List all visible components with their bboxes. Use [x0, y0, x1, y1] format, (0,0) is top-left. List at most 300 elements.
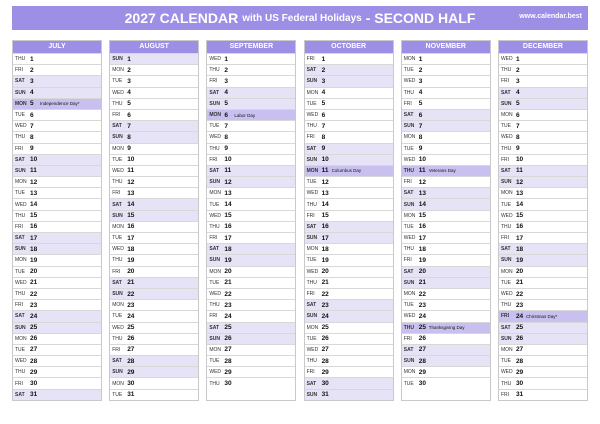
month-header: OCTOBER — [305, 41, 393, 53]
day-number: 22 — [30, 290, 38, 298]
weekday-label: SAT — [500, 246, 511, 253]
day-row — [13, 366, 101, 377]
weekday-label: MON — [209, 112, 222, 119]
day-row — [402, 221, 490, 232]
day-row — [402, 64, 490, 75]
weekday-label: SAT — [112, 279, 122, 286]
day-row — [305, 299, 393, 310]
day-row — [305, 53, 393, 64]
day-row — [207, 176, 295, 187]
day-row — [13, 277, 101, 288]
day-row — [402, 254, 490, 265]
weekday-label: WED — [306, 346, 319, 353]
day-number: 1 — [224, 55, 228, 63]
day-row — [110, 165, 198, 176]
weekday-label: SAT — [306, 67, 317, 74]
day-number: 10 — [30, 156, 38, 164]
weekday-label: MON — [306, 324, 319, 331]
day-number: 14 — [224, 201, 232, 209]
weekday-label: SAT — [209, 167, 220, 174]
weekday-label: MON — [500, 268, 513, 275]
day-number: 21 — [515, 279, 524, 287]
day-row — [110, 344, 198, 355]
weekday-label: SAT — [500, 89, 511, 96]
day-row — [305, 131, 393, 142]
weekday-label: THU — [15, 369, 26, 376]
weekday-label: SUN — [209, 335, 220, 342]
day-number: 29 — [127, 368, 135, 376]
day-number: 24 — [127, 312, 135, 320]
day-number: 6 — [418, 111, 423, 119]
weekday-label: TUE — [112, 156, 123, 163]
day-number: 16 — [224, 223, 232, 231]
day-row — [499, 377, 587, 388]
weekday-label: MON — [112, 380, 124, 387]
weekday-label: WED — [500, 212, 513, 219]
day-row — [110, 64, 198, 75]
day-number: 3 — [127, 77, 131, 85]
day-row — [110, 322, 198, 333]
day-number: 3 — [224, 77, 228, 85]
weekday-label: SUN — [500, 257, 512, 264]
day-number: 12 — [224, 178, 232, 186]
weekday-label: WED — [209, 56, 222, 63]
weekday-label: THU — [15, 134, 26, 141]
weekday-label: FRI — [209, 156, 218, 163]
day-row — [110, 98, 198, 109]
weekday-label: WED — [500, 134, 513, 141]
day-number: 8 — [30, 133, 34, 141]
day-row — [207, 187, 295, 198]
day-row — [305, 210, 393, 221]
day-row — [305, 187, 393, 198]
day-number: 18 — [30, 245, 38, 253]
weekday-label: TUE — [500, 279, 511, 286]
weekday-label: TUE — [15, 268, 25, 275]
weekday-label: FRI — [403, 257, 412, 264]
month-header: DECEMBER — [499, 41, 587, 53]
day-number: 24 — [321, 312, 329, 320]
day-number: 31 — [127, 391, 135, 399]
day-row — [110, 254, 198, 265]
day-row — [207, 355, 295, 366]
day-number: 28 — [127, 357, 135, 365]
weekday-label: FRI — [15, 67, 24, 74]
day-row — [207, 154, 295, 165]
weekday-label: SUN — [403, 201, 415, 208]
weekday-label: WED — [15, 123, 27, 130]
day-number: 26 — [30, 335, 38, 343]
weekday-label: FRI — [500, 313, 509, 320]
day-number: 24 — [224, 312, 232, 320]
title-main: 2027 CALENDAR — [124, 10, 239, 26]
day-number: 15 — [418, 212, 426, 220]
day-row — [13, 333, 101, 344]
day-row — [499, 277, 587, 288]
holiday-row — [305, 165, 393, 176]
day-row — [110, 53, 198, 64]
day-row — [499, 322, 587, 333]
weekday-label: SUN — [306, 391, 318, 398]
day-row — [499, 165, 587, 176]
weekday-label: MON — [403, 291, 416, 298]
day-row — [305, 288, 393, 299]
weekday-label: SAT — [306, 145, 317, 152]
day-row — [499, 198, 587, 209]
day-number: 5 — [127, 100, 131, 108]
day-number: 3 — [321, 77, 326, 85]
day-row — [110, 266, 198, 277]
weekday-label: MON — [500, 346, 513, 353]
day-row — [499, 64, 587, 75]
day-number: 6 — [515, 111, 520, 119]
day-row — [207, 277, 295, 288]
day-row — [499, 143, 587, 154]
day-row — [13, 75, 101, 86]
weekday-label: WED — [209, 369, 222, 376]
day-number: 17 — [127, 234, 135, 242]
day-number: 30 — [30, 380, 38, 388]
weekday-label: TUE — [112, 235, 123, 242]
weekday-label: SAT — [306, 380, 317, 387]
day-number: 23 — [321, 301, 329, 309]
day-row — [305, 221, 393, 232]
website-link[interactable]: www.calendar.best — [519, 13, 582, 20]
weekday-label: FRI — [500, 78, 509, 85]
month-august — [109, 40, 199, 401]
day-row — [13, 232, 101, 243]
weekday-label: SAT — [209, 89, 220, 96]
day-row — [110, 120, 198, 131]
day-row — [305, 322, 393, 333]
day-number: 3 — [418, 77, 423, 85]
day-number: 13 — [321, 189, 329, 197]
day-row — [110, 131, 198, 142]
day-number: 18 — [515, 245, 524, 253]
day-row — [402, 176, 490, 187]
day-number: 23 — [224, 301, 232, 309]
day-row — [305, 389, 393, 400]
day-row — [402, 98, 490, 109]
weekday-label: WED — [306, 190, 319, 197]
day-row — [13, 355, 101, 366]
day-number: 6 — [30, 111, 34, 119]
weekday-label: WED — [403, 313, 416, 320]
day-row — [402, 131, 490, 142]
day-row — [499, 53, 587, 64]
day-number: 9 — [127, 145, 131, 153]
day-number: 16 — [515, 223, 524, 231]
day-number: 10 — [127, 156, 135, 164]
weekday-label: WED — [403, 235, 416, 242]
day-row — [402, 277, 490, 288]
day-row — [402, 243, 490, 254]
day-number: 8 — [418, 133, 423, 141]
day-row — [305, 176, 393, 187]
weekday-label: SUN — [112, 134, 123, 141]
day-number: 4 — [127, 89, 131, 97]
weekday-label: MON — [403, 212, 416, 219]
day-number: 8 — [127, 133, 131, 141]
weekday-label: SAT — [15, 313, 25, 320]
weekday-label: MON — [209, 268, 222, 275]
day-number: 23 — [127, 301, 135, 309]
weekday-label: TUE — [15, 346, 25, 353]
weekday-label: SUN — [306, 313, 318, 320]
day-number: 7 — [321, 122, 326, 130]
weekday-label: MON — [112, 302, 124, 309]
day-number: 29 — [515, 368, 524, 376]
day-row — [207, 143, 295, 154]
day-row — [305, 344, 393, 355]
weekday-label: WED — [15, 201, 27, 208]
day-number: 25 — [30, 324, 38, 332]
weekday-label: WED — [403, 78, 416, 85]
day-row — [402, 310, 490, 321]
weekday-label: THU — [500, 223, 512, 230]
day-row — [13, 221, 101, 232]
day-row — [207, 266, 295, 277]
weekday-label: TUE — [15, 112, 25, 119]
day-row — [110, 389, 198, 400]
day-number: 19 — [127, 256, 135, 264]
day-row — [207, 344, 295, 355]
day-number: 14 — [515, 201, 524, 209]
day-row — [402, 355, 490, 366]
day-number: 12 — [321, 178, 329, 186]
day-number: 17 — [515, 234, 524, 242]
weekday-label: SUN — [306, 235, 318, 242]
day-number: 31 — [321, 391, 329, 399]
months-grid — [12, 40, 588, 401]
day-number: 12 — [30, 178, 38, 186]
holiday-row — [402, 322, 490, 333]
day-number: 30 — [127, 380, 135, 388]
weekday-label: TUE — [500, 123, 511, 130]
day-number: 20 — [515, 268, 524, 276]
day-row — [499, 187, 587, 198]
day-row — [13, 322, 101, 333]
weekday-label: FRI — [306, 291, 315, 298]
day-row — [207, 243, 295, 254]
day-number: 7 — [30, 122, 34, 130]
holiday-row — [207, 109, 295, 120]
weekday-label: THU — [112, 179, 123, 186]
day-number: 5 — [515, 100, 520, 108]
weekday-label: WED — [209, 212, 222, 219]
day-number: 25 — [224, 324, 232, 332]
day-number: 9 — [321, 145, 326, 153]
weekday-label: SUN — [112, 212, 123, 219]
weekday-label: TUE — [306, 335, 317, 342]
title-subtitle: with US Federal Holidays — [242, 12, 362, 24]
day-number: 26 — [515, 335, 524, 343]
weekday-label: THU — [500, 67, 512, 74]
weekday-label: TUE — [112, 391, 123, 398]
weekday-label: MON — [15, 335, 27, 342]
weekday-label: WED — [306, 268, 319, 275]
weekday-label: SUN — [403, 279, 415, 286]
day-number: 19 — [224, 256, 232, 264]
weekday-label: SUN — [112, 369, 123, 376]
day-number: 19 — [515, 256, 524, 264]
day-number: 29 — [418, 368, 426, 376]
day-number: 30 — [321, 380, 329, 388]
day-row — [499, 210, 587, 221]
day-row — [13, 198, 101, 209]
day-number: 5 — [224, 100, 228, 108]
day-row — [13, 210, 101, 221]
day-number: 16 — [30, 223, 38, 231]
weekday-label: FRI — [15, 380, 24, 387]
day-number: 16 — [418, 223, 426, 231]
day-row — [13, 288, 101, 299]
day-row — [402, 232, 490, 243]
weekday-label: WED — [500, 56, 513, 63]
month-header: SEPTEMBER — [207, 41, 295, 53]
day-row — [13, 266, 101, 277]
weekday-label: SUN — [209, 257, 220, 264]
day-row — [402, 210, 490, 221]
weekday-label: FRI — [15, 145, 24, 152]
day-number: 15 — [127, 212, 135, 220]
weekday-label: FRI — [209, 78, 218, 85]
day-number: 2 — [515, 66, 520, 74]
day-row — [13, 344, 101, 355]
calendar-title-banner — [12, 6, 588, 30]
weekday-label: TUE — [209, 358, 220, 365]
day-row — [13, 109, 101, 120]
weekday-label: WED — [209, 291, 222, 298]
weekday-label: SAT — [15, 78, 25, 85]
day-row — [207, 210, 295, 221]
day-number: 18 — [418, 245, 426, 253]
weekday-label: TUE — [209, 123, 220, 130]
day-row — [207, 377, 295, 388]
weekday-label: THU — [209, 380, 220, 387]
day-number: 21 — [418, 279, 426, 287]
weekday-label: WED — [15, 358, 27, 365]
day-number: 27 — [127, 346, 135, 354]
holiday-row — [402, 165, 490, 176]
day-number: 12 — [418, 178, 426, 186]
weekday-label: THU — [403, 89, 415, 96]
day-row — [402, 154, 490, 165]
day-number: 23 — [418, 301, 426, 309]
weekday-label: THU — [306, 123, 317, 130]
weekday-label: FRI — [306, 56, 315, 63]
weekday-label: MON — [500, 190, 513, 197]
weekday-label: MON — [15, 100, 27, 107]
day-number: 14 — [30, 201, 38, 209]
weekday-label: FRI — [306, 134, 315, 141]
day-number: 10 — [418, 156, 426, 164]
day-row — [499, 243, 587, 254]
weekday-label: THU — [15, 56, 26, 63]
day-row — [305, 64, 393, 75]
day-row — [13, 187, 101, 198]
day-number: 28 — [515, 357, 524, 365]
day-row — [402, 333, 490, 344]
day-row — [110, 221, 198, 232]
day-number: 3 — [515, 77, 520, 85]
weekday-label: SAT — [403, 112, 414, 119]
day-number: 1 — [30, 55, 34, 63]
weekday-label: TUE — [403, 145, 414, 152]
day-row — [207, 131, 295, 142]
weekday-label: WED — [306, 112, 319, 119]
month-october — [304, 40, 394, 401]
holiday-row — [499, 310, 587, 321]
day-row — [13, 87, 101, 98]
title-half: - SECOND HALF — [365, 10, 476, 26]
day-row — [305, 109, 393, 120]
day-number: 6 — [127, 111, 131, 119]
day-number: 20 — [224, 268, 232, 276]
weekday-label: TUE — [403, 380, 414, 387]
day-number: 7 — [515, 122, 520, 130]
day-number: 7 — [224, 122, 228, 130]
weekday-label: TUE — [306, 100, 317, 107]
weekday-label: WED — [15, 279, 27, 286]
day-number: 29 — [224, 368, 232, 376]
weekday-label: THU — [306, 358, 317, 365]
day-row — [499, 131, 587, 142]
day-row — [110, 299, 198, 310]
day-number: 21 — [30, 279, 38, 287]
day-row — [13, 243, 101, 254]
day-number: 21 — [321, 279, 329, 287]
weekday-label: FRI — [112, 346, 121, 353]
day-number: 4 — [30, 89, 34, 97]
day-row — [110, 109, 198, 120]
day-number: 20 — [30, 268, 38, 276]
weekday-label: SAT — [209, 324, 220, 331]
day-number: 15 — [321, 212, 329, 220]
weekday-label: SAT — [15, 391, 25, 398]
day-row — [305, 333, 393, 344]
day-number: 14 — [127, 201, 135, 209]
day-row — [110, 377, 198, 388]
weekday-label: TUE — [403, 302, 414, 309]
day-number: 23 — [30, 301, 38, 309]
day-row — [207, 75, 295, 86]
day-row — [499, 232, 587, 243]
day-row — [13, 64, 101, 75]
weekday-label: THU — [403, 324, 415, 331]
day-number: 22 — [515, 290, 524, 298]
weekday-label: THU — [112, 257, 123, 264]
weekday-label: FRI — [403, 179, 412, 186]
weekday-label: SUN — [209, 179, 220, 186]
weekday-label: MON — [500, 112, 513, 119]
day-row — [305, 143, 393, 154]
day-number: 9 — [30, 145, 34, 153]
day-row — [110, 87, 198, 98]
day-row — [305, 87, 393, 98]
day-number: 27 — [224, 346, 232, 354]
day-row — [499, 75, 587, 86]
day-row — [207, 165, 295, 176]
month-header: NOVEMBER — [402, 41, 490, 53]
day-number: 13 — [224, 189, 232, 197]
day-number: 17 — [224, 234, 232, 242]
weekday-label: WED — [112, 167, 124, 174]
day-number: 24 — [418, 312, 426, 320]
day-number: 18 — [321, 245, 329, 253]
day-number: 27 — [515, 346, 524, 354]
holiday-label: Christmas Day* — [525, 313, 558, 319]
